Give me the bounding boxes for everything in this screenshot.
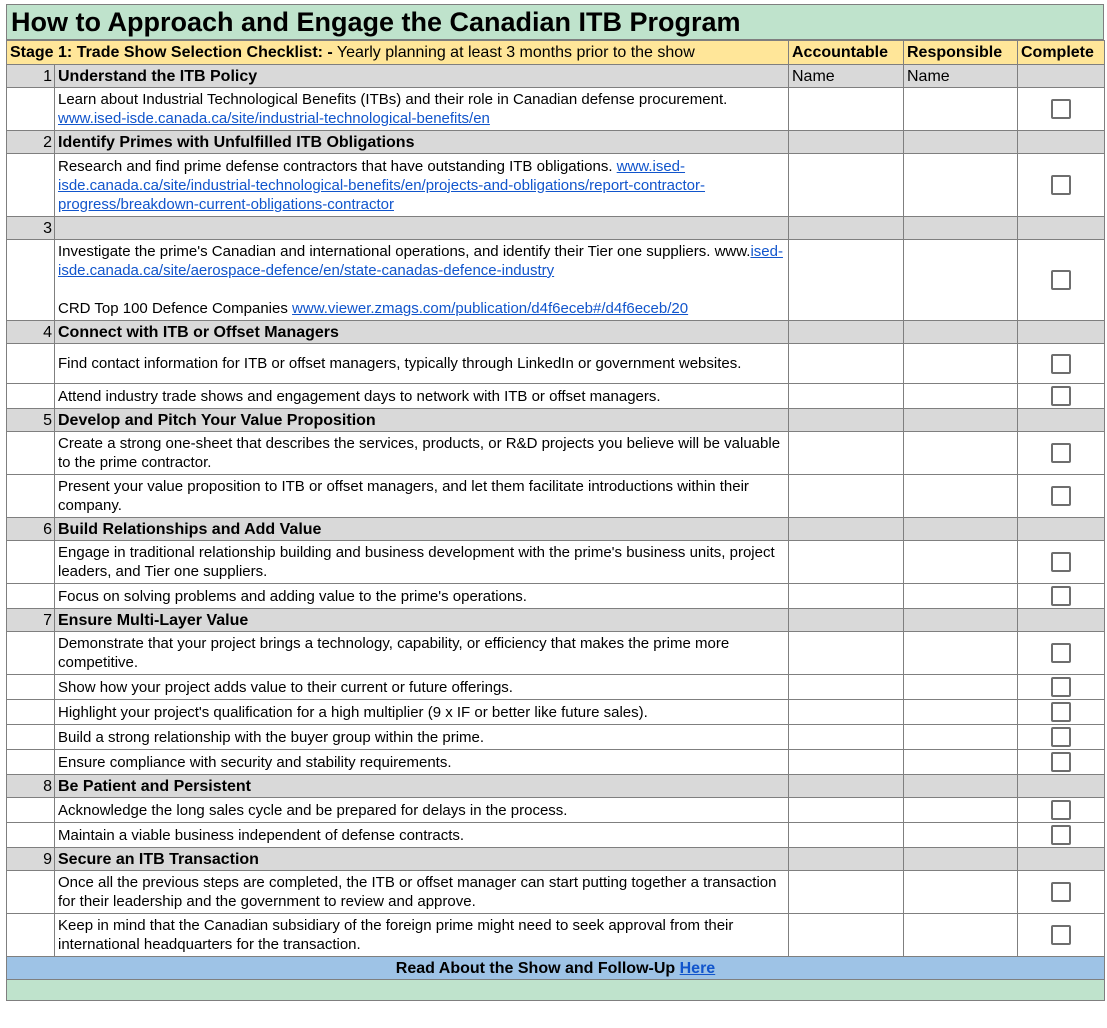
step-accountable[interactable] [789,518,904,541]
step-complete [1018,609,1105,632]
task-number [7,675,55,700]
task-text: Research and find prime defense contractors that have outstanding ITB obligations. [58,157,617,175]
task-number [7,154,55,217]
task-responsible-cell[interactable] [904,154,1018,217]
task-complete-cell [1018,384,1105,409]
task-responsible-cell[interactable] [904,432,1018,475]
header-row [7,41,1105,65]
task-complete-cell [1018,432,1105,475]
task-responsible-cell[interactable] [904,384,1018,409]
task-description [55,823,789,848]
step-accountable[interactable] [789,321,904,344]
footer-row [7,957,1105,980]
task-text: Engage in traditional relationship building and business development with the prime's business units, project leaders, and Tier one suppliers. [58,544,775,580]
task-number [7,541,55,584]
step-responsible[interactable] [904,609,1018,632]
task-complete-cell [1018,632,1105,675]
task-description [55,541,789,584]
complete-checkbox[interactable] [1051,270,1071,290]
task-number [7,798,55,823]
step-accountable[interactable] [789,131,904,154]
task-responsible-cell[interactable] [904,584,1018,609]
step-complete [1018,131,1105,154]
step-title: Be Patient and Persistent [55,775,789,798]
task-text: Acknowledge the long sales cycle and be prepared for delays in the process. [58,801,568,819]
task-responsible-cell[interactable] [904,823,1018,848]
task-text: Focus on solving problems and adding value to the prime's operations. [58,587,527,605]
step-responsible[interactable] [904,518,1018,541]
stage-subtitle: Yearly planning at least 3 months prior to the show [332,44,695,61]
step-row [7,131,1105,154]
step-number: 8 [7,775,55,798]
step-number: 9 [7,848,55,871]
step-number: 6 [7,518,55,541]
task-link-secondary[interactable]: www.viewer.zmags.com/publication/d4f6eceb#/d4f6eceb/20 [292,300,689,317]
step-responsible[interactable] [904,848,1018,871]
step-number: 4 [7,321,55,344]
task-row [7,344,1105,384]
sheet-title: How to Approach and Engage the Canadian ITB Program [6,4,1104,40]
task-row [7,798,1105,823]
task-accountable-cell[interactable] [789,725,904,750]
complete-checkbox[interactable] [1051,443,1071,463]
task-text: Create a strong one-sheet that describes the services, products, or R&D projects you believe will be valuable to the prime contractor. [58,435,781,471]
task-text: Maintain a viable business independent of defense contracts. [58,826,465,844]
task-row [7,823,1105,848]
task-accountable-cell[interactable] [789,675,904,700]
task-accountable-cell[interactable] [789,88,904,131]
complete-checkbox[interactable] [1051,386,1071,406]
task-complete-cell [1018,584,1105,609]
task-complete-cell [1018,750,1105,775]
task-row [7,632,1105,675]
stage-header [7,41,789,65]
task-row [7,750,1105,775]
task-number [7,725,55,750]
task-row [7,154,1105,217]
task-accountable-cell[interactable] [789,541,904,584]
complete-checkbox[interactable] [1051,354,1071,374]
step-number: 7 [7,609,55,632]
complete-checkbox[interactable] [1051,175,1071,195]
task-text: Present your value proposition to ITB or offset managers, and let them facilitate introductions within their company. [58,478,749,514]
task-responsible-cell[interactable] [904,914,1018,957]
step-complete [1018,217,1105,240]
step-complete [1018,65,1105,88]
task-complete-cell [1018,88,1105,131]
checklist-sheet [6,4,1104,1001]
task-complete-cell [1018,823,1105,848]
step-title [55,217,789,240]
task-number [7,700,55,725]
step-complete [1018,409,1105,432]
task-accountable-cell[interactable] [789,871,904,914]
task-row [7,914,1105,957]
step-title: Build Relationships and Add Value [55,518,789,541]
task-complete-cell [1018,798,1105,823]
task-accountable-cell[interactable] [789,700,904,725]
task-row [7,871,1105,914]
task-row [7,384,1105,409]
task-text: Attend industry trade shows and engagement days to network with ITB or offset managers. [58,387,661,405]
task-text: Investigate the prime's Canadian and international operations, and identify their Tier one suppliers. www. [58,243,751,260]
complete-checkbox[interactable] [1051,552,1071,572]
task-complete-cell [1018,675,1105,700]
task-description [55,584,789,609]
complete-checkbox[interactable] [1051,702,1071,722]
task-row [7,475,1105,518]
task-accountable-cell[interactable] [789,823,904,848]
step-row [7,775,1105,798]
task-description [55,725,789,750]
step-responsible[interactable] [904,131,1018,154]
complete-checkbox[interactable] [1051,882,1071,902]
task-responsible-cell[interactable] [904,88,1018,131]
step-complete [1018,775,1105,798]
task-accountable-cell[interactable] [789,584,904,609]
task-text: Keep in mind that the Canadian subsidiary of the foreign prime might need to seek approval from their international headquarters for the transaction. [58,917,734,953]
complete-checkbox[interactable] [1051,800,1071,820]
task-accountable-cell[interactable] [789,632,904,675]
task-text: Highlight your project's qualification for a high multiplier (9 x IF or better like future sales). [58,703,648,721]
footer-text: Read About the Show and Follow-Up [395,959,680,977]
accountable-header: Accountable [789,41,904,65]
task-row [7,675,1105,700]
task-responsible-cell[interactable] [904,475,1018,518]
task-description [55,871,789,914]
step-responsible[interactable] [904,775,1018,798]
checklist-table [6,40,1105,1001]
step-row [7,409,1105,432]
complete-checkbox[interactable] [1051,486,1071,506]
task-responsible-cell[interactable] [904,344,1018,384]
step-title: Develop and Pitch Your Value Proposition [55,409,789,432]
task-number [7,632,55,675]
task-link[interactable]: www.ised-isde.canada.ca/site/industrial-technological-benefits/en [58,110,490,127]
complete-checkbox[interactable] [1051,825,1071,845]
task-text: Demonstrate that your project brings a technology, capability, or efficiency that makes the prime more competitive. [58,635,730,671]
task-link[interactable]: www.ised-isde.canada.ca/site/industrial-technological-benefits/en/projects-and-obligations/report-contractor-progress/breakdown-current-obligations-contractor [58,157,706,213]
task-responsible-cell[interactable] [904,240,1018,321]
task-accountable-cell[interactable] [789,240,904,321]
task-text: Ensure compliance with security and stability requirements. [58,753,452,771]
step-complete [1018,848,1105,871]
task-description [55,750,789,775]
task-number [7,914,55,957]
footer-here-link[interactable]: Here [679,959,716,977]
step-title: Ensure Multi-Layer Value [55,609,789,632]
task-link[interactable]: ised-isde.canada.ca/site/aerospace-defence/en/state-canadas-defence-industry [58,243,783,279]
task-accountable-cell[interactable] [789,432,904,475]
task-accountable-cell[interactable] [789,798,904,823]
task-number [7,384,55,409]
task-responsible-cell[interactable] [904,798,1018,823]
task-description [55,700,789,725]
step-accountable[interactable] [789,775,904,798]
task-row [7,700,1105,725]
task-description [55,154,789,217]
step-responsible[interactable] [904,217,1018,240]
task-row [7,584,1105,609]
task-description [55,475,789,518]
step-accountable[interactable] [789,848,904,871]
task-row [7,88,1105,131]
task-complete-cell [1018,344,1105,384]
task-description [55,914,789,957]
task-description [55,384,789,409]
task-description [55,632,789,675]
task-complete-cell [1018,154,1105,217]
task-complete-cell [1018,240,1105,321]
step-responsible[interactable] [904,321,1018,344]
complete-checkbox[interactable] [1051,99,1071,119]
task-number [7,475,55,518]
stage-title: Stage 1: Trade Show Selection Checklist: - [10,44,333,61]
complete-checkbox[interactable] [1051,643,1071,663]
step-title: Connect with ITB or Offset Managers [55,321,789,344]
task-accountable-cell[interactable] [789,384,904,409]
task-complete-cell [1018,871,1105,914]
task-row [7,725,1105,750]
complete-checkbox[interactable] [1051,727,1071,747]
bottom-band-row [7,980,1105,1001]
task-complete-cell [1018,700,1105,725]
step-title: Identify Primes with Unfulfilled ITB Obligations [55,131,789,154]
task-text: Once all the previous steps are completed, the ITB or offset manager can start putting together a transaction for their leadership and the government to review and approve. [58,874,777,910]
task-description [55,344,789,384]
task-accountable-cell[interactable] [789,475,904,518]
complete-checkbox[interactable] [1051,586,1071,606]
step-complete [1018,518,1105,541]
task-text: Build a strong relationship with the buyer group within the prime. [58,728,485,746]
step-accountable[interactable] [789,609,904,632]
task-responsible-cell[interactable] [904,871,1018,914]
responsible-header: Responsible [904,41,1018,65]
task-number [7,871,55,914]
task-complete-cell [1018,725,1105,750]
complete-checkbox[interactable] [1051,925,1071,945]
task-number [7,584,55,609]
task-accountable-cell[interactable] [789,914,904,957]
step-accountable[interactable] [789,217,904,240]
step-number: 2 [7,131,55,154]
step-row [7,609,1105,632]
task-description [55,432,789,475]
task-responsible-cell[interactable] [904,675,1018,700]
task-row [7,432,1105,475]
task-description [55,675,789,700]
step-title: Understand the ITB Policy [55,65,789,88]
step-responsible[interactable] [904,409,1018,432]
task-text: Learn about Industrial Technological Benefits (ITBs) and their role in Canadian defense procurement. [58,91,728,108]
task-responsible-cell[interactable] [904,750,1018,775]
step-number: 3 [7,217,55,240]
task-row [7,541,1105,584]
task-row [7,240,1105,321]
task-accountable-cell[interactable] [789,154,904,217]
task-responsible-cell[interactable] [904,725,1018,750]
task-number [7,432,55,475]
complete-checkbox[interactable] [1051,752,1071,772]
task-accountable-cell[interactable] [789,344,904,384]
step-row [7,217,1105,240]
complete-header: Complete [1018,41,1105,65]
task-complete-cell [1018,541,1105,584]
task-text: Show how your project adds value to their current or future offerings. [58,678,513,696]
task-responsible-cell[interactable] [904,541,1018,584]
task-responsible-cell[interactable] [904,632,1018,675]
step-row [7,518,1105,541]
step-number: 5 [7,409,55,432]
step-number: 1 [7,65,55,88]
task-text-secondary: CRD Top 100 Defence Companies [58,300,293,317]
task-complete-cell [1018,475,1105,518]
step-responsible[interactable]: Name [904,65,1018,88]
task-description [55,88,789,131]
task-number [7,823,55,848]
bottom-band [7,980,1105,1001]
task-number [7,240,55,321]
task-responsible-cell[interactable] [904,700,1018,725]
step-row [7,848,1105,871]
task-number [7,344,55,384]
step-accountable[interactable]: Name [789,65,904,88]
task-text: Find contact information for ITB or offset managers, typically through LinkedIn or government websites. [58,355,742,372]
task-description [55,240,789,321]
task-accountable-cell[interactable] [789,750,904,775]
footer-cell [7,957,1105,980]
step-complete [1018,321,1105,344]
complete-checkbox[interactable] [1051,677,1071,697]
step-row [7,65,1105,88]
task-number [7,88,55,131]
step-accountable[interactable] [789,409,904,432]
task-number [7,750,55,775]
step-title: Secure an ITB Transaction [55,848,789,871]
task-description [55,798,789,823]
step-row [7,321,1105,344]
task-complete-cell [1018,914,1105,957]
